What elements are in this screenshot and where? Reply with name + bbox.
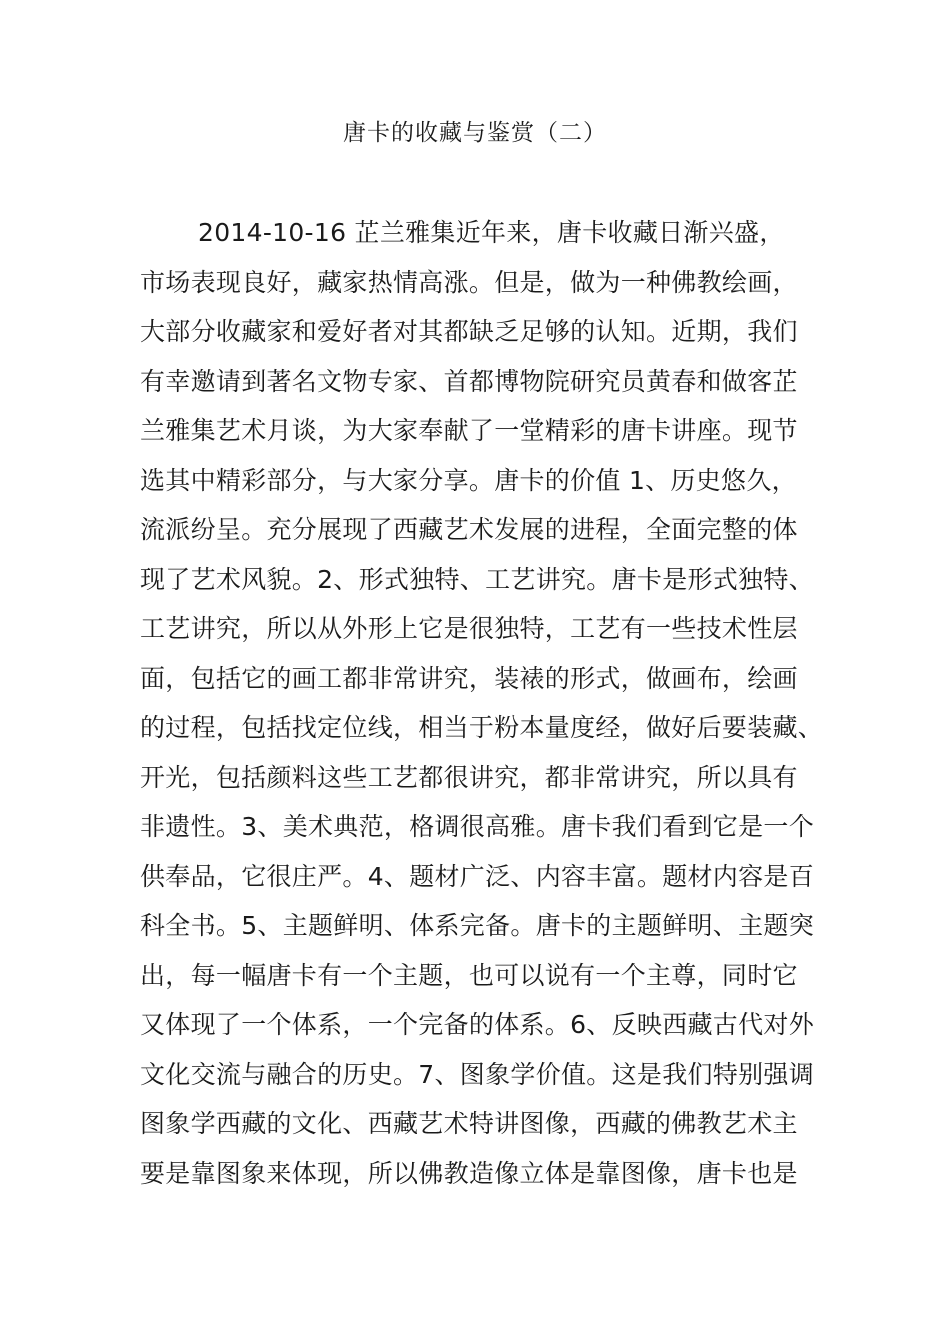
paragraph-line: 非遗性。3、美术典范，格调很高雅。唐卡我们看到它是一个 <box>140 812 815 841</box>
paragraph-line: 开光，包括颜料这些工艺都很讲究，都非常讲究，所以具有 <box>140 762 798 792</box>
paragraph-line: 大部分收藏家和爱好者对其都缺乏足够的认知。近期，我们 <box>140 317 798 346</box>
paragraph-line: 科全书。5、主题鲜明、体系完备。唐卡的主题鲜明、主题突 <box>140 911 815 940</box>
paragraph-line: 出，每一幅唐卡有一个主题，也可以说有一个主尊，同时它 <box>140 960 798 990</box>
paragraph-line: 的过程，包括找定位线，相当于粉本量度经，做好后要装藏、 <box>140 713 824 742</box>
paragraph-line: 供奉品，它很庄严。4、题材广泛、内容丰富。题材内容是百 <box>140 861 815 891</box>
document-body <box>140 208 830 1198</box>
paragraph-line: 要是靠图象来体现，所以佛教造像立体是靠图像，唐卡也是 <box>140 1158 798 1188</box>
paragraph-line: 文化交流与融合的历史。7、图象学价值。这是我们特别强调 <box>140 1059 815 1089</box>
paragraph-line: 有幸邀请到著名文物专家、首都博物院研究员黄春和做客芷 <box>140 366 798 396</box>
paragraph-line: 2014-10-16 芷兰雅集近年来，唐卡收藏日渐兴盛， <box>198 218 785 247</box>
paragraph-line: 工艺讲究，所以从外形上它是很独特，工艺有一些技术性层 <box>140 614 798 643</box>
paragraph-line: 图象学西藏的文化、西藏艺术特讲图像，西藏的佛教艺术主 <box>140 1109 798 1138</box>
paragraph-line: 兰雅集艺术月谈，为大家奉献了一堂精彩的唐卡讲座。现节 <box>140 416 798 445</box>
paragraph-line: 又体现了一个体系，一个完备的体系。6、反映西藏古代对外 <box>140 1010 815 1039</box>
paragraph-line: 面，包括它的画工都非常讲究，装裱的形式，做画布，绘画 <box>140 663 798 693</box>
paragraph-line: 现了艺术风貌。2、形式独特、工艺讲究。唐卡是形式独特、 <box>140 564 815 594</box>
document-title: 唐卡的收藏与鉴赏（二） <box>343 120 607 146</box>
paragraph-line: 选其中精彩部分，与大家分享。唐卡的价值 1、历史悠久， <box>140 465 797 495</box>
paragraph-line: 流派纷呈。充分展现了西藏艺术发展的进程，全面完整的体 <box>140 515 798 544</box>
paragraph-line: 市场表现良好，藏家热情高涨。但是，做为一种佛教绘画， <box>140 267 798 297</box>
